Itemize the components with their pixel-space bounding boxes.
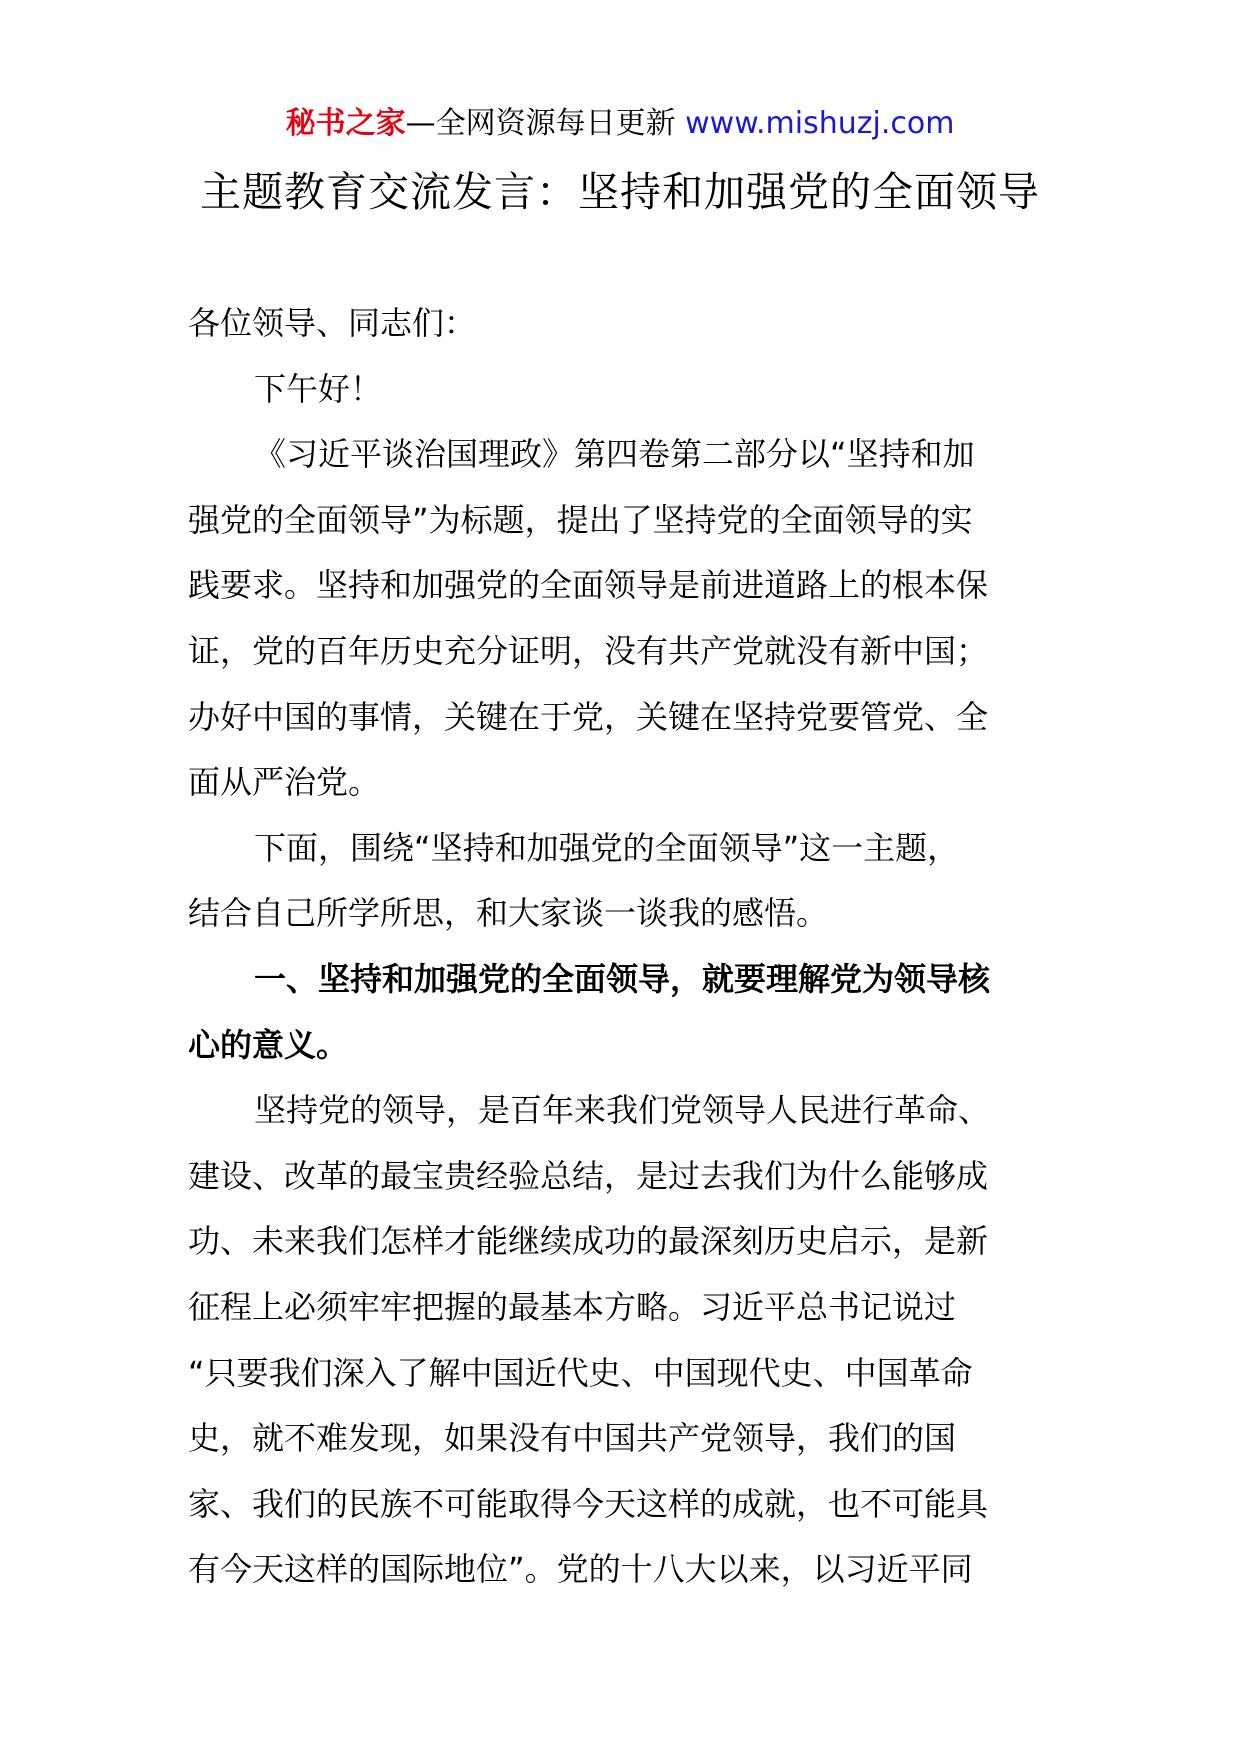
site-url-link[interactable]: www.mishuzj.com [685,106,955,141]
paragraph-line: 强党的全面领导”为标题，提出了坚持党的全面领导的实 [188,500,973,539]
paragraph-line: 《习近平谈治国理政》第四卷第二部分以“坚持和加 [254,435,975,474]
section-heading-line: 一、坚持和加强党的全面领导，就要理解党为领导核 [254,959,991,998]
site-brand: 秘书之家 [285,106,406,141]
paragraph-line: 家、我们的民族不可能取得今天这样的成就，也不可能具 [188,1484,989,1523]
paragraph-line: “只要我们深入了解中国近代史、中国现代史、中国革命 [188,1353,973,1392]
salutation-line: 各位领导、同志们： [188,304,477,342]
greeting-line: 下午好！ [254,369,383,408]
paragraph-line: 征程上必须牢牢把握的最基本方略。习近平总书记说过 [188,1287,957,1326]
paragraph-line: 坚持党的领导，是百年来我们党领导人民进行革命、 [254,1091,991,1130]
paragraph-line: 践要求。坚持和加强党的全面领导是前进道路上的根本保 [188,566,989,605]
paragraph-line: 史，就不难发现，如果没有中国共产党领导，我们的国 [188,1419,957,1458]
paragraph-line: 结合自己所学所思，和大家谈一谈我的感悟。 [188,894,829,933]
paragraph-line: 面从严治党。 [188,763,381,802]
paragraph-line: 有今天这样的国际地位”。党的十八大以来，以习近平同 [188,1550,973,1589]
paragraph-line: 办好中国的事情，关键在于党，关键在坚持党要管党、全 [188,697,989,736]
section-heading-line: 心的意义。 [188,1025,349,1064]
paragraph-line: 证，党的百年历史充分证明，没有共产党就没有新中国； [188,631,989,670]
paragraph-line: 功、未来我们怎样才能继续成功的最深刻历史启示，是新 [188,1222,989,1261]
paragraph-line: 下面，围绕“坚持和加强党的全面领导”这一主题， [254,828,960,867]
document-body [188,291,1056,1603]
site-slogan: —全网资源每日更新 [405,106,686,141]
document-title: 主题教育交流发言：坚持和加强党的全面领导 [200,168,1040,216]
paragraph-line: 建设、改革的最宝贵经验总结，是过去我们为什么能够成 [188,1156,989,1195]
site-header [0,104,1240,144]
